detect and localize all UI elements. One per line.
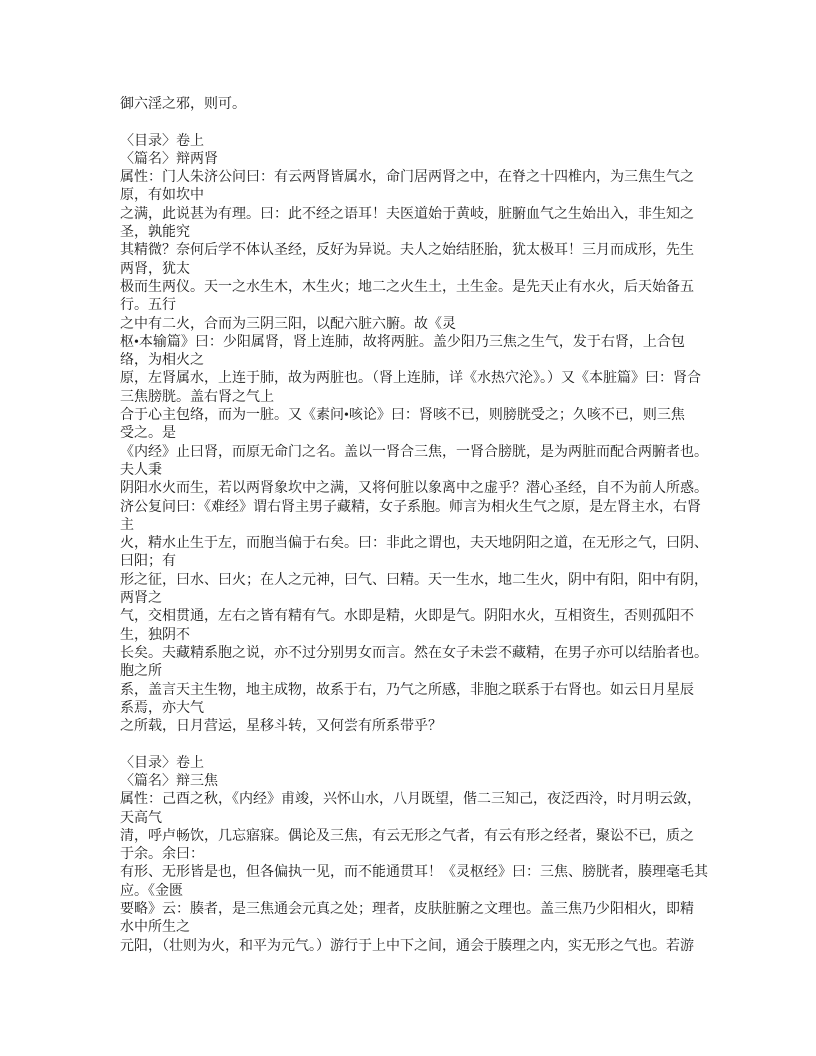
- section-biansanjiao: [120, 755, 726, 956]
- text-line: 系焉，亦大气: [120, 700, 204, 716]
- text-line: 之满，此说甚为有理。曰：此不经之语耳！夫医道始于黄岐，脏腑血气之生始出入，非生知之: [120, 206, 694, 222]
- text-line: 《内经》止曰肾，而原无命门之名。盖以一肾合三焦，一肾合膀胱，是为两脏而配合两腑者也。: [120, 444, 708, 460]
- text-line: 系，盖言天主生物，地主成物，故系于右，乃气之所感，非胞之联系于右肾也。如云日月星辰: [120, 682, 694, 698]
- text-line: 之中有二火，合而为三阴三阳，以配六脏六腑。故《灵: [120, 316, 456, 332]
- text-line: 有形、无形皆是也，但各偏执一见，而不能通贯耳！《灵枢经》曰：三焦、膀胱者，腠理毫毛其: [120, 865, 708, 881]
- text-line: 于余。余曰：: [120, 847, 204, 863]
- section-body: [120, 169, 726, 736]
- text-line: 原，左肾属水，上连于肺，故为两脏也。（肾上连肺，详《水热穴沦》。）又《本脏篇》曰：肾合: [120, 371, 701, 387]
- text-line: 济公复问曰：《难经》谓右肾主男子藏精，女子系胞。师言为相火生气之原，是左肾主水，右肾: [120, 499, 701, 515]
- text-line: 要略》云：腠者，是三焦通会元真之处；理者，皮肤脏腑之文理也。盖三焦乃少阳相火，即精: [120, 902, 694, 918]
- text-line: 夫人秉: [120, 462, 162, 478]
- text-line: 生，独阴不: [120, 627, 190, 643]
- text-line: 三焦膀胱。盖右肾之气上: [120, 389, 274, 405]
- text-line: 阴阳水火而生，若以两肾象坎中之满，又将何脏以象离中之虚乎？潜心圣经，自不为前人所惑。: [120, 481, 708, 497]
- text-line: 胞之所: [120, 664, 162, 680]
- blank-line: [120, 736, 726, 754]
- text-line: 其精微？奈何后学不体认圣经，反好为异说。夫人之始结胚胎，犹太极耳！三月而成形，先生: [120, 243, 694, 259]
- text-line: 长矣。夫藏精系胞之说，亦不过分别男女而言。然在女子未尝不藏精，在男子亦可以结胎者也。: [120, 645, 708, 661]
- section-toc-line: 〈目录〉卷上: [120, 755, 204, 771]
- text-line: 气，交相贯通，左右之皆有精有气。水即是精，火即是气。阴阳水火，互相资生，否则孤阳不: [120, 609, 694, 625]
- intro-line: 御六淫之邪，则可。: [120, 97, 246, 112]
- text-line: 合于心主包络，而为一脏。又《素问•咳论》曰：肾咳不已，则膀胱受之；久咳不已，则三焦: [120, 408, 685, 424]
- text-line: 属性：己酉之秋，《内经》甫竣，兴怀山水，八月既望，偕二三知己，夜泛西泠，时月明云敛，: [120, 792, 701, 808]
- section-title-line: 〈篇名〉辩两肾: [120, 151, 218, 167]
- text-line: 之所载，日月营运，星移斗转，又何尝有所系带乎？: [120, 719, 442, 735]
- text-line: 应。《金匮: [120, 883, 183, 899]
- text-line: 曰阳；有: [120, 554, 176, 570]
- text-line: 极而生两仪。天一之水生木，木生火；地二之火生土，土生金。是先天止有水火，后天始备五: [120, 279, 694, 295]
- text-line: 枢•本输篇》曰：少阳属肾，肾上连肺，故将两脏。盖少阳乃三焦之生气，发于右肾，上合包: [120, 334, 685, 350]
- text-line: 络，为相火之: [120, 353, 204, 369]
- text-line: 水中所生之: [120, 920, 190, 936]
- text-line: 原，有如坎中: [120, 188, 204, 204]
- text-line: 天高气: [120, 810, 162, 826]
- section-title-line: 〈篇名〉辩三焦: [120, 773, 218, 789]
- section-body: [120, 791, 726, 956]
- text-line: 行。五行: [120, 298, 176, 314]
- text-line: 受之。是: [120, 426, 176, 442]
- text-line: 清，呼卢畅饮，几忘寤寐。偶论及三焦，有云无形之气者，有云有形之经者，聚讼不已，质之: [120, 828, 694, 844]
- text-line: 火，精水止生于左，而胞当偏于右矣。曰：非此之谓也，夫天地阴阳之道，在无形之气，曰阴、: [120, 536, 708, 552]
- text-line: 主: [120, 517, 134, 533]
- text-line: 形之征，曰水、曰火；在人之元神，曰气、曰精。天一生水，地二生火，阴中有阳，阳中有阴，: [120, 572, 708, 588]
- section-toc-line: 〈目录〉卷上: [120, 133, 204, 149]
- text-line: 两肾，犹太: [120, 261, 190, 277]
- text-line: 属性：门人朱济公问曰：有云两肾皆属水，命门居两肾之中，在脊之十四椎内，为三焦生气之: [120, 170, 694, 186]
- text-line: 两肾之: [120, 591, 162, 607]
- text-line: 元阳，（壮则为火，和平为元气。）游行于上中下之间，通会于腠理之内，实无形之气也。若游: [120, 938, 694, 954]
- section-bianliangshen: [120, 133, 726, 737]
- text-line: 圣，孰能究: [120, 225, 190, 241]
- blank-line: [120, 114, 726, 132]
